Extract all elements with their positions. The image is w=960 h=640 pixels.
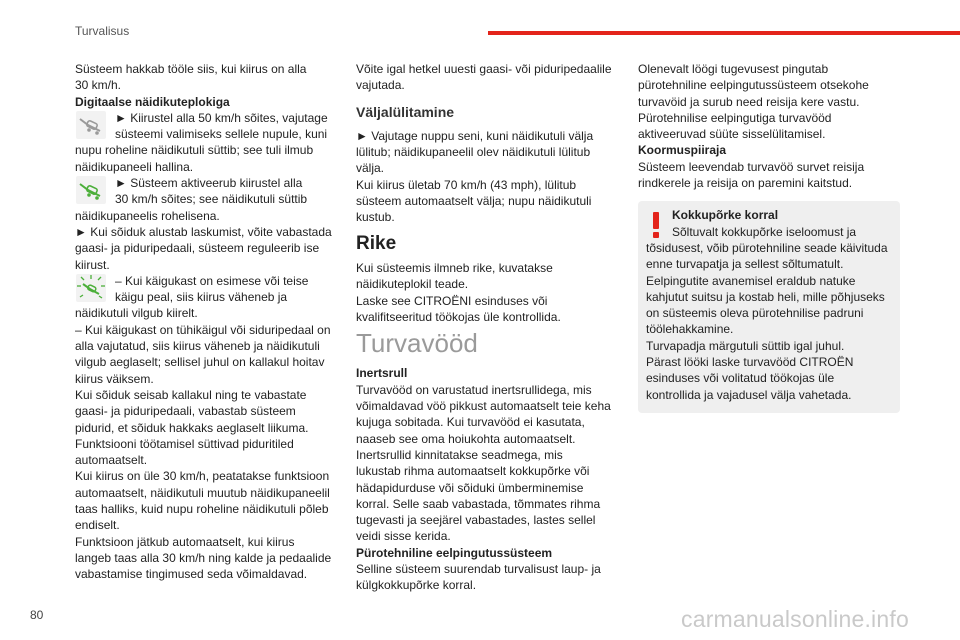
text-line: Kui süsteemis ilmneb rike, kuvatakse bbox=[356, 260, 553, 275]
text-line: süsteemi valimiseks sellele nupule, kuni bbox=[115, 127, 328, 142]
text-line: Võite igal hetkel uuesti gaasi- või piduripedaalile bbox=[356, 62, 612, 76]
flashing-indicator-block bbox=[75, 273, 337, 583]
green-indicator-block bbox=[75, 175, 337, 273]
text-line: näidikupaneeli hallina. bbox=[75, 159, 194, 174]
heading-switch-off: Väljalülitamine bbox=[356, 103, 455, 120]
text-line: lukustab rihma automaatselt kokkupõrke või bbox=[356, 464, 590, 479]
hill-descent-flashing-icon bbox=[75, 273, 107, 303]
text-line: ► Süsteem aktiveerub kiirustel alla bbox=[115, 176, 303, 191]
hill-descent-grey-icon bbox=[75, 110, 107, 140]
text-line: – Kui käigukast on tühikäigul või siduripedaal on bbox=[75, 322, 331, 337]
text-line: kustub. bbox=[356, 210, 395, 225]
hill-descent-green-icon bbox=[75, 175, 107, 205]
text-line: alla vajutatud, siis kiirus väheneb ja näidikutuli bbox=[75, 339, 320, 354]
column-1 bbox=[75, 61, 337, 583]
text-line: gaasi- ja piduripedaali, vabastab süsteem bbox=[75, 404, 296, 419]
subheading-inertia: Inertsrull bbox=[356, 366, 408, 381]
heading-fault: Rike bbox=[356, 232, 397, 254]
text-line: käigu peal, siis kiirus väheneb ja bbox=[115, 290, 288, 305]
text-line: – Kui käigukast on esimese või teise bbox=[115, 273, 309, 288]
text-line: ► Kiirustel alla 50 km/h sõites, vajutage bbox=[115, 110, 328, 125]
text-line: kujuga sobitada. Kui turvavööd ei kasutata, bbox=[356, 415, 585, 430]
text-line: Eelpingutite avanemisel eraldub natuke bbox=[646, 273, 856, 288]
text-line: rindkerele ja reisija on paremini kaitstud. bbox=[638, 176, 853, 191]
subheading-digital: Digitaalse näidikuteplokiga bbox=[75, 94, 230, 109]
subheading-load-limiter: Koormuspiiraja bbox=[638, 143, 727, 158]
page-number: 80 bbox=[30, 608, 44, 622]
warning-heading: Kokkupõrke korral bbox=[672, 208, 779, 223]
text-line: langeb taas alla 30 km/h ning kalde ja pedaalide bbox=[75, 550, 332, 565]
warning-box bbox=[638, 201, 900, 413]
column-2 bbox=[356, 61, 618, 594]
text-line: pürotehniline eelpingutussüsteem otsekohe bbox=[638, 78, 869, 93]
text-line: veidi sisse kerida. bbox=[356, 529, 451, 544]
text-line: 30 km/h sõites; see näidikutuli süttib bbox=[115, 192, 308, 207]
text-line: Süsteem hakkab tööle siis, kui kiirus on alla bbox=[75, 62, 307, 76]
header-accent-bar bbox=[488, 31, 960, 35]
text-line: vabastamise tingimused seda võimaldavad. bbox=[75, 567, 308, 582]
text-line: automaatselt. bbox=[75, 453, 148, 468]
text-line: Funktsiooni töötamisel süttivad piduritiled bbox=[75, 436, 294, 451]
text-line: külgkokkupõrke korral. bbox=[356, 578, 477, 593]
text-line: välja. bbox=[356, 161, 385, 176]
text-line: pidurid, et sõiduk hakkaks aeglaselt liikuma. bbox=[75, 420, 309, 435]
text-line: naaseb see oma hoiukohta automaatselt. bbox=[356, 431, 576, 446]
column-3 bbox=[638, 61, 900, 413]
text-line: tugevasti ja seejärel vabastades, lastes sellel bbox=[356, 513, 596, 528]
text-line: Olenevalt löögi tugevusest pingutab bbox=[638, 62, 829, 76]
text-line: ► Vajutage nuppu seni, kuni näidikutuli välja bbox=[356, 128, 594, 143]
text-line: taas halliks, kuid nupu roheline näidikutuli põleb bbox=[75, 502, 329, 517]
text-line: Selline süsteem suurendab turvalisust laup- ja bbox=[356, 562, 601, 577]
text-line: Kui sõiduk seisab kallakul ning te vabastate bbox=[75, 387, 307, 402]
text-line: korral. Selle saab vabastada, tõmmates rihma bbox=[356, 496, 601, 511]
text-line: hädapidurduse või sõiduki ümberminemise bbox=[356, 480, 584, 495]
text-line: gaasi- ja piduripedaali, süsteem reguleerib ise bbox=[75, 241, 320, 256]
text-line: Süsteem leevendab turvavöö survet reisija bbox=[638, 159, 865, 174]
text-line: Inertsrullid kinnitatakse seadmega, mis bbox=[356, 447, 563, 462]
text-line: kahjutut suitsu ja kostab heli, mille põhjuseks bbox=[646, 289, 885, 304]
text-line: nupu roheline näidikutuli süttib; see tuli ilmub bbox=[75, 143, 314, 158]
text-line: aktiveeruvad süüte sisselülitamisel. bbox=[638, 127, 826, 142]
text-line: Funktsioon jätkub automaatselt, kui kiirus bbox=[75, 534, 295, 549]
text-line: lülitub; näidikupaneelil olev näidikutuli lülitub bbox=[356, 145, 591, 160]
text-line: vilgub aeglaselt; sellisel juhul on kallakul hoitav bbox=[75, 355, 325, 370]
text-line: Sõltuvalt kokkupõrke iseloomust ja bbox=[672, 224, 857, 239]
text-line: Turvavööd on varustatud inertsrullidega, mis bbox=[356, 382, 592, 397]
text-line: turvavöid ja surub need reisija kere vastu. bbox=[638, 94, 860, 109]
text-line: Pürotehnilise eelpingutiga turvavööd bbox=[638, 110, 832, 125]
text-line: kontrollida ja vajadusel välja vahetada. bbox=[646, 387, 852, 402]
text-line: tõsidusest, võib pürotehniline seade käivituda bbox=[646, 240, 888, 255]
text-line: endiselt. bbox=[75, 518, 120, 533]
text-line: esinduses või volitatud töökojas üle bbox=[646, 371, 835, 386]
heading-seat-belts: Turvavööd bbox=[356, 328, 478, 359]
text-line: Kui kiirus ületab 70 km/h (43 mph), lülitub bbox=[356, 177, 577, 192]
text-line: töölehakkamine. bbox=[646, 322, 734, 337]
text-line: ► Kui sõiduk alustab laskumist, võite vabastada bbox=[75, 224, 332, 239]
watermark: carmanualsonline.info bbox=[681, 606, 909, 632]
text-line: näidikutuli vilgub kiirelt. bbox=[75, 306, 198, 321]
text-line: süsteem automaatselt välja; nupu näidikutuli bbox=[356, 194, 592, 209]
text-line: näidikuteplokil teade. bbox=[356, 277, 469, 292]
text-line: näidikupaneelis rohelisena. bbox=[75, 208, 220, 223]
text-line: Pärast lööki laske turvavööd CITROËN bbox=[646, 355, 854, 370]
text-line: kiirust. bbox=[75, 257, 110, 272]
text-line: Turvapadja märgutuli süttib igal juhul. bbox=[646, 338, 845, 353]
text-line: võimaldavad vöö pikkust automaatselt teie keha bbox=[356, 399, 611, 414]
grey-indicator-block bbox=[75, 110, 337, 175]
text-line: kvalifitseeritud töökojas üle kontrollida. bbox=[356, 309, 561, 324]
text-line: kiirus väiksem. bbox=[75, 371, 154, 386]
text-line: Laske see CITROËNI esinduses või bbox=[356, 293, 548, 308]
text-line: 30 km/h. bbox=[75, 78, 122, 93]
text-line: enne turvapatja ja sellest sõltumatult. bbox=[646, 257, 844, 272]
text-line: vajutada. bbox=[356, 78, 405, 93]
subheading-pyrotechnic: Pürotehniline eelpingutussüsteem bbox=[356, 545, 553, 560]
text-line: on süsteemis oleva pürotehnilise padruni bbox=[646, 306, 864, 321]
exclamation-warning-icon bbox=[648, 211, 664, 239]
section-title: Turvalisus bbox=[75, 24, 130, 38]
text-line: automaatselt, näidikutuli muutub näidikupaneelil bbox=[75, 485, 330, 500]
text-line: Kui kiirus on üle 30 km/h, peatatakse funktsioon bbox=[75, 469, 330, 484]
